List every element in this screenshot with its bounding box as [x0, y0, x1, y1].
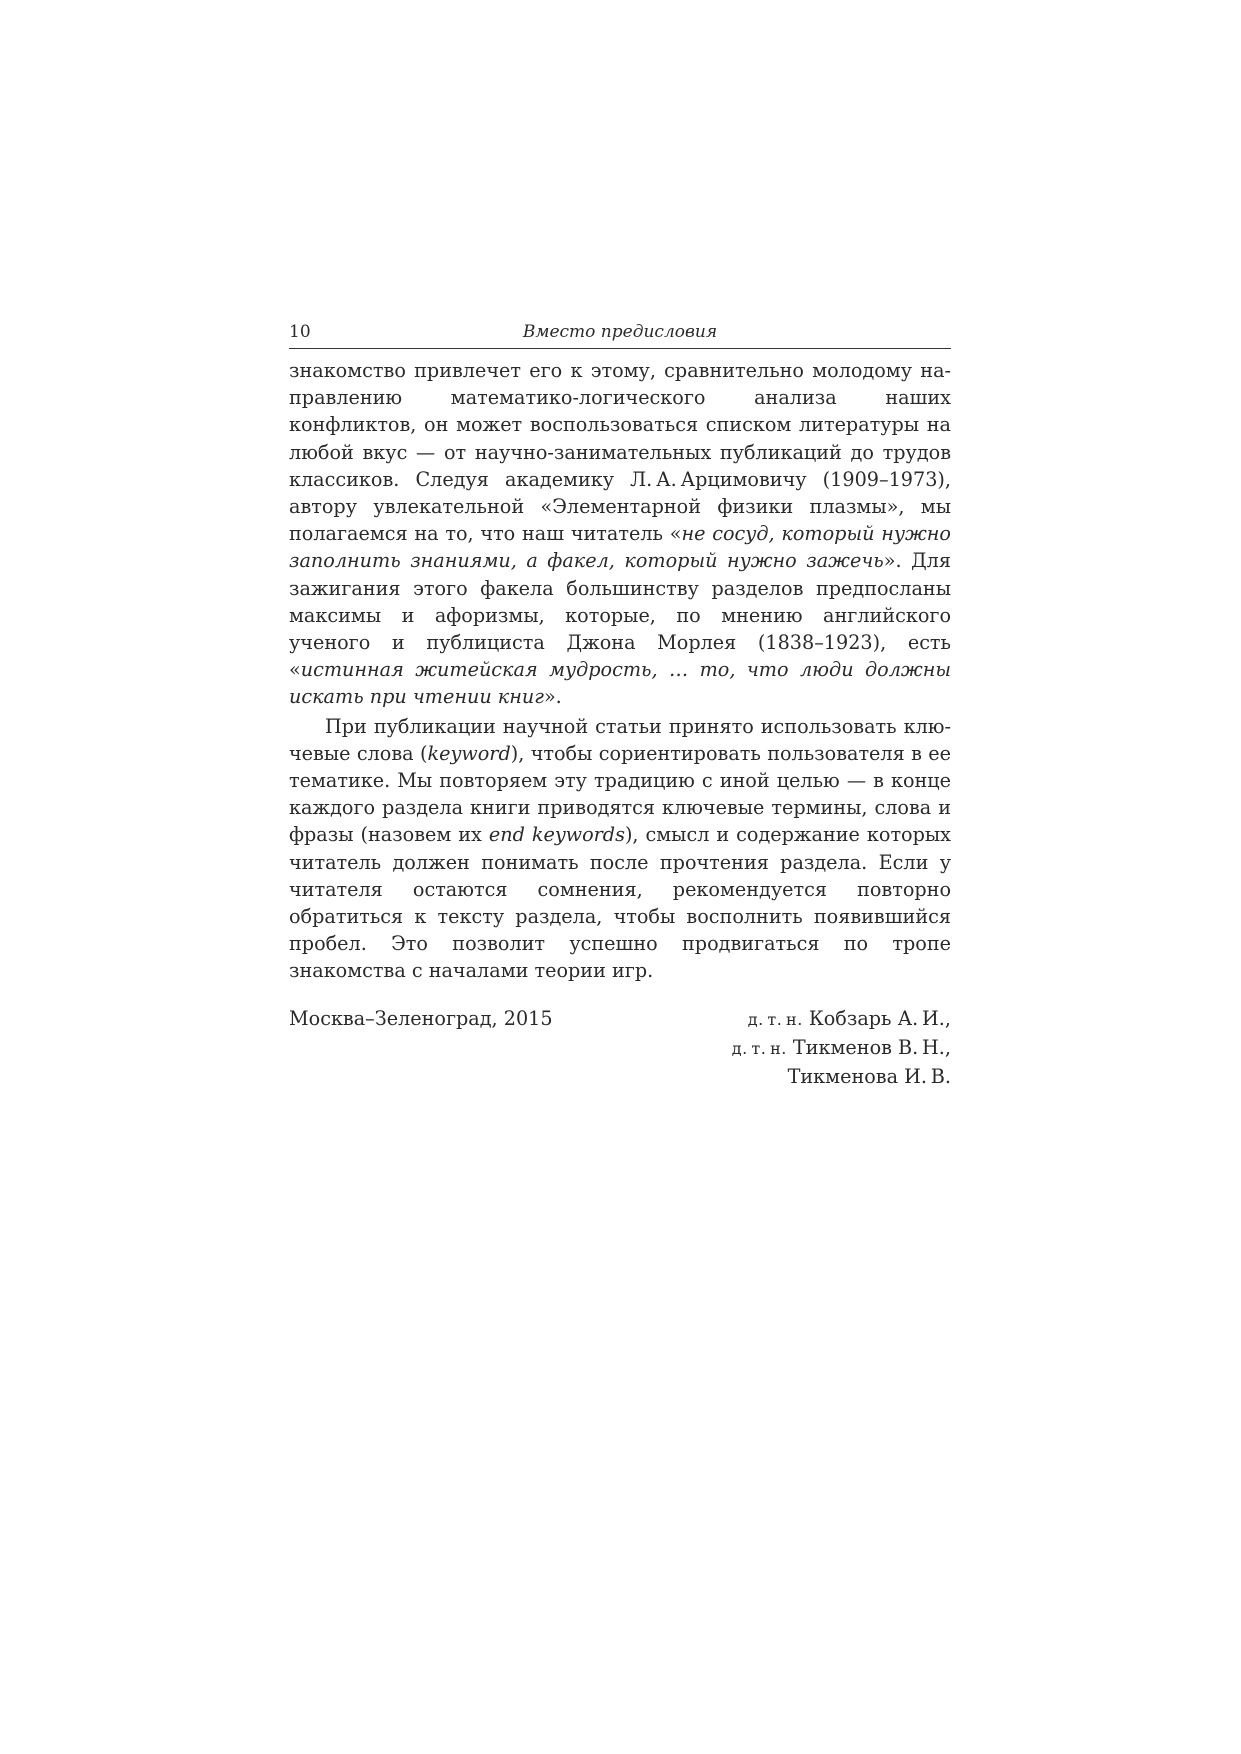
page-number: 10	[289, 322, 311, 342]
body-text	[289, 357, 951, 985]
signature-block	[289, 1005, 951, 1095]
text-run: ), чтобы сориентировать пользователя в ее тематике. Мы повторяем эту традицию с иной целью — в конце каждого раздела книги приводятся ключевые термины, слова и фразы (назовем их	[289, 741, 951, 847]
running-head	[289, 318, 951, 349]
author-list	[732, 1005, 951, 1091]
author-line	[732, 1034, 951, 1063]
term-italic: keyword	[427, 741, 511, 765]
text-run: ), смысл и содержание которых читатель должен понимать после прочтения раздела. Если у читателя остаются сомнения, рекомендуется повторно обратиться к тексту раздела, чтобы восполнить появившийся пробел. Это позволит успешно продвигаться по тропе знакомства с началами теории игр.	[289, 823, 951, 983]
author-degree: д. т. н.	[747, 1009, 803, 1029]
text-run: ».	[543, 685, 562, 709]
paragraph-keywords	[289, 713, 951, 985]
quote-italic: истинная житейская мудрость, … то, что люди должны искать при чтении книг	[289, 658, 951, 709]
author-line	[732, 1063, 951, 1091]
text-run: ». Для зажигания этого факела большинству разделов предпосланы максимы и афоризмы, которые, по мнению английского ученого и публициста Джона Морлея (1838–1923), есть «	[289, 549, 951, 682]
paragraph-continuation	[289, 357, 951, 711]
term-italic: end keywords	[488, 823, 625, 847]
text-run: знакомство привлечет его к этому, сравнительно молодому направлению математико-логического анализа наших конфликтов, он может воспользоваться списком литературы на любой вкус — от научно-занимательных публикаций до трудов классиков. Следуя академику Л. А. Арцимовичу (1909–1973), автору увлекательной «Элементарной физики плазмы», мы полагаемся на то, что наш читатель «	[289, 359, 951, 546]
author-line	[732, 1005, 951, 1034]
running-title: Вместо предисловия	[522, 322, 718, 342]
quote-italic: не сосуд, который нужно заполнить знаниями, а факел, который нужно зажечь	[289, 522, 951, 573]
author-name: Тикменов В. Н.,	[792, 1035, 951, 1059]
place-date: Москва–Зеленоград, 2015	[289, 1006, 553, 1030]
author-name: Кобзарь А. И.,	[808, 1006, 951, 1030]
author-degree: д. т. н.	[731, 1038, 787, 1058]
book-page	[289, 318, 951, 1095]
author-name: Тикменова И. В.	[787, 1064, 951, 1088]
text-run: При публикации научной статьи принято использовать ключевые слова (	[289, 714, 951, 765]
